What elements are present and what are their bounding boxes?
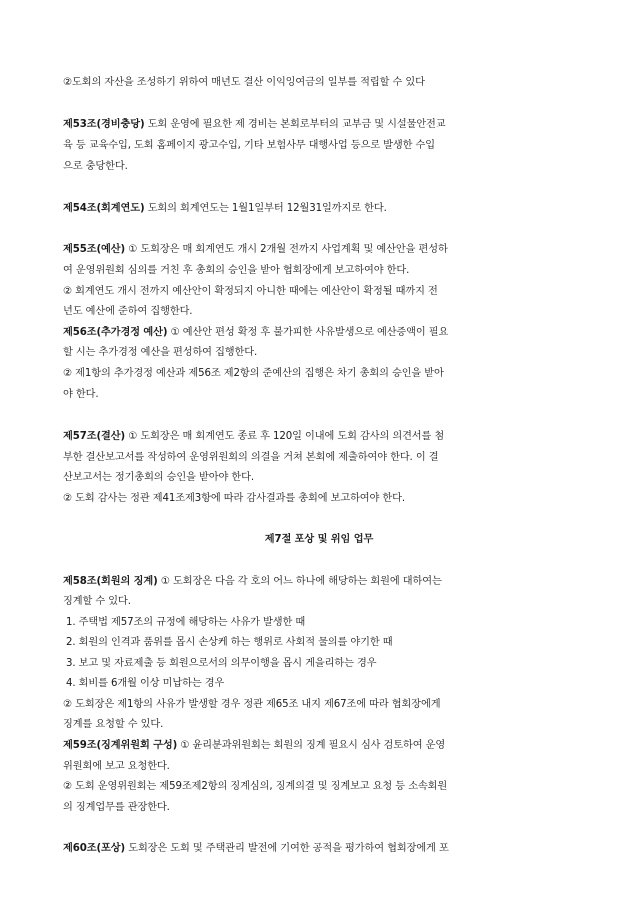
text-line: 징계할 수 있다.	[63, 596, 131, 607]
article-heading: 제58조(회원의 징계)	[63, 576, 158, 587]
article-heading: 제55조(예산)	[63, 244, 126, 255]
article-59	[63, 739, 593, 753]
text-line: 도회의 회계연도는 1월1일부터 12월31일까지로 한다.	[147, 203, 387, 214]
article-54	[63, 202, 593, 216]
list-item: 3. 보고 및 자료제출 등 회원으로서의 의무이행을 몹시 게을리하는 경우	[66, 658, 377, 669]
article-heading: 제59조(징계위원회 구성)	[63, 740, 178, 751]
text-line: ② 제1항의 추가경정 예산과 제56조 제2항의 준예산의 집행은 차기 총회의 승인을 받아	[63, 368, 444, 379]
text-line: ② 도회 운영위원회는 제59조제2항의 징계심의, 징계의결 및 징계보고 요청 등 소속회원	[63, 781, 448, 792]
article-heading: 제54조(회계연도)	[63, 203, 145, 214]
text-line: ① 도회장은 다음 각 호의 어느 하나에 해당하는 회원에 대하여는	[160, 576, 442, 587]
article-heading: 제60조(포상)	[63, 843, 126, 854]
text-line: 으로 충당한다.	[63, 161, 128, 172]
article-56	[63, 326, 593, 340]
text-line: 여 운영위원회 심의를 거친 후 총회의 승인을 받아 협회장에게 보고하여야 한다.	[63, 265, 410, 276]
text-line: 산보고서는 정기총회의 승인을 받아야 한다.	[63, 472, 255, 483]
list-item: 1. 주택법 제57조의 규정에 해당하는 사유가 발생한 때	[66, 617, 306, 628]
article-58	[63, 575, 593, 589]
text-line: ②도회의 자산을 조성하기 위하여 매년도 결산 이익잉여금의 일부를 적립할 수 있다	[63, 77, 425, 88]
article-57	[63, 430, 593, 444]
text-line: ② 회계연도 개시 전까지 예산안이 확정되지 아니한 때에는 예산안이 확정될 때까지 전	[63, 286, 438, 297]
text-line: 의 징계업무를 관장한다.	[63, 802, 170, 813]
text-line: ① 예산안 편성 확정 후 불가피한 사유발생으로 예산증액이 필요	[170, 327, 449, 338]
text-line: 할 시는 추가경정 예산을 편성하여 집행한다.	[63, 347, 258, 358]
text-line: 년도 예산에 준하여 집행한다.	[63, 306, 193, 317]
article-52-clause-2	[63, 76, 593, 90]
text-line: 위원회에 보고 요청한다.	[63, 761, 170, 772]
list-item: 2. 회원의 인격과 품위를 몹시 손상케 하는 행위로 사회적 물의를 야기한 때	[66, 637, 393, 648]
article-53	[63, 118, 593, 132]
text-line: ① 도회장은 매 회계연도 개시 2개월 전까지 사업계획 및 예산안을 편성하	[128, 244, 448, 255]
text-line: 육 등 교육수입, 도회 홈페이지 광고수입, 기타 보험사무 대행사업 등으로 발생한 수입	[63, 140, 435, 151]
section-heading: 제7절 포상 및 위임 업무	[264, 534, 374, 545]
text-line: 부한 결산보고서를 작성하여 운영위원회의 의결을 거쳐 본회에 제출하여야 한다. 이 결	[63, 452, 439, 463]
text-line: 도회 운영에 필요한 제 경비는 본회로부터의 교부금 및 시설물안전교	[147, 119, 446, 130]
article-heading: 제57조(결산)	[63, 431, 126, 442]
text-line: 야 한다.	[63, 389, 99, 400]
article-heading: 제53조(경비충당)	[63, 119, 145, 130]
text-line: ② 도회장은 제1항의 사유가 발생할 경우 정관 제65조 내지 제67조에 따라 협회장에게	[63, 699, 441, 710]
text-line: ① 도회장은 매 회계연도 종료 후 120일 이내에 도회 감사의 의견서를 첨	[128, 431, 445, 442]
article-55	[63, 243, 593, 257]
text-line: ② 도회 감사는 정관 제41조제3항에 따라 감사결과를 총회에 보고하여야 한다.	[63, 493, 406, 504]
text-line: 징계를 요청할 수 있다.	[63, 719, 164, 730]
article-60	[63, 842, 593, 856]
text-line: ① 윤리분과위원회는 회원의 징계 필요시 심사 검토하여 운영	[180, 740, 446, 751]
article-heading: 제56조(추가경정 예산)	[63, 327, 168, 338]
list-item: 4. 회비를 6개월 이상 미납하는 경우	[66, 678, 225, 689]
text-line: 도회장은 도회 및 주택관리 발전에 기여한 공적을 평가하여 협회장에게 포	[128, 843, 449, 854]
